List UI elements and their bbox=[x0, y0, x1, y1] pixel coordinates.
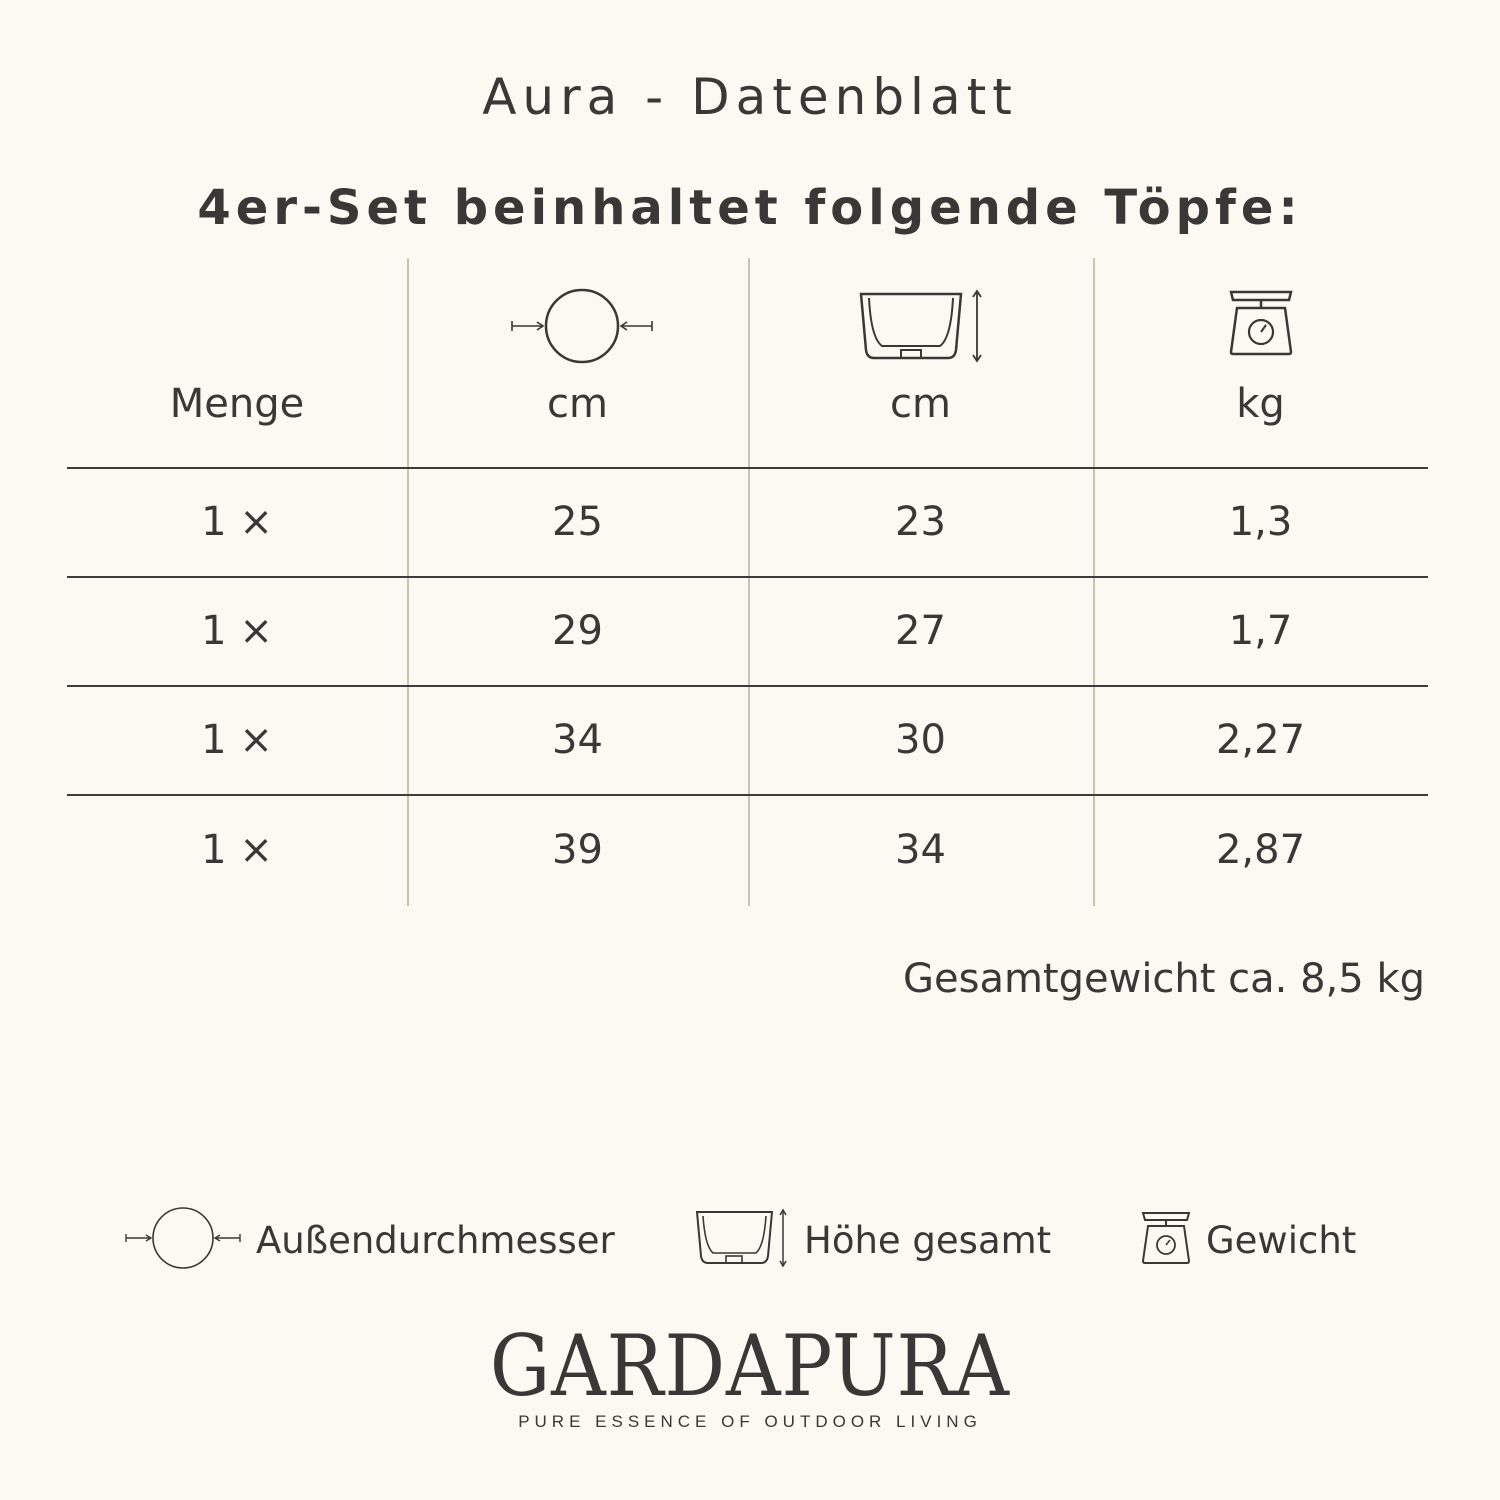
cell-height: 23 bbox=[895, 499, 946, 545]
diameter-icon bbox=[124, 1206, 242, 1274]
brand-tagline: PURE ESSENCE OF OUTDOOR LIVING bbox=[518, 1412, 982, 1431]
legend-item-weight bbox=[1140, 1205, 1356, 1275]
cell-diameter: 29 bbox=[552, 608, 603, 654]
legend-label: Gewicht bbox=[1206, 1218, 1357, 1262]
header-diameter-unit: cm bbox=[547, 381, 608, 427]
cell-quantity: 1 × bbox=[201, 827, 273, 873]
spec-table bbox=[67, 258, 1428, 906]
legend bbox=[0, 1205, 1500, 1275]
brand-name: GARDAPURA bbox=[489, 1317, 1010, 1415]
cell-weight: 2,27 bbox=[1215, 717, 1306, 763]
row-divider bbox=[67, 467, 1428, 469]
legend-label: Außendurchmesser bbox=[256, 1218, 615, 1262]
cell-weight: 2,87 bbox=[1215, 827, 1306, 873]
cell-diameter: 25 bbox=[552, 499, 603, 545]
cell-height: 30 bbox=[895, 717, 946, 763]
column-divider bbox=[748, 258, 750, 906]
pot-height-icon bbox=[858, 288, 986, 368]
legend-item-diameter bbox=[124, 1205, 615, 1275]
pot-height-icon bbox=[694, 1208, 790, 1272]
page-title: Aura - Datenblatt bbox=[482, 68, 1018, 126]
legend-label: Höhe gesamt bbox=[804, 1218, 1052, 1262]
header-quantity: Menge bbox=[169, 381, 305, 427]
column-divider bbox=[1093, 258, 1095, 906]
column-divider bbox=[407, 258, 409, 906]
scale-icon bbox=[1140, 1210, 1192, 1270]
brand-logo bbox=[0, 1317, 1500, 1432]
cell-height: 34 bbox=[895, 827, 946, 873]
page-subtitle: 4er-Set beinhaltet folgende Töpfe: bbox=[197, 180, 1303, 236]
cell-quantity: 1 × bbox=[201, 608, 273, 654]
cell-weight: 1,3 bbox=[1228, 499, 1293, 545]
cell-weight: 1,7 bbox=[1228, 608, 1293, 654]
header-weight-unit: kg bbox=[1236, 381, 1285, 427]
legend-item-height bbox=[694, 1205, 1051, 1275]
cell-height: 27 bbox=[895, 608, 946, 654]
row-divider bbox=[67, 685, 1428, 687]
row-divider bbox=[67, 576, 1428, 578]
row-divider bbox=[67, 794, 1428, 796]
cell-diameter: 34 bbox=[552, 717, 603, 763]
scale-icon bbox=[1227, 288, 1295, 362]
cell-quantity: 1 × bbox=[201, 499, 273, 545]
diameter-icon bbox=[510, 288, 655, 368]
total-weight: Gesamtgewicht ca. 8,5 kg bbox=[903, 956, 1425, 1002]
cell-quantity: 1 × bbox=[201, 717, 273, 763]
header-height-unit: cm bbox=[890, 381, 951, 427]
cell-diameter: 39 bbox=[552, 827, 603, 873]
